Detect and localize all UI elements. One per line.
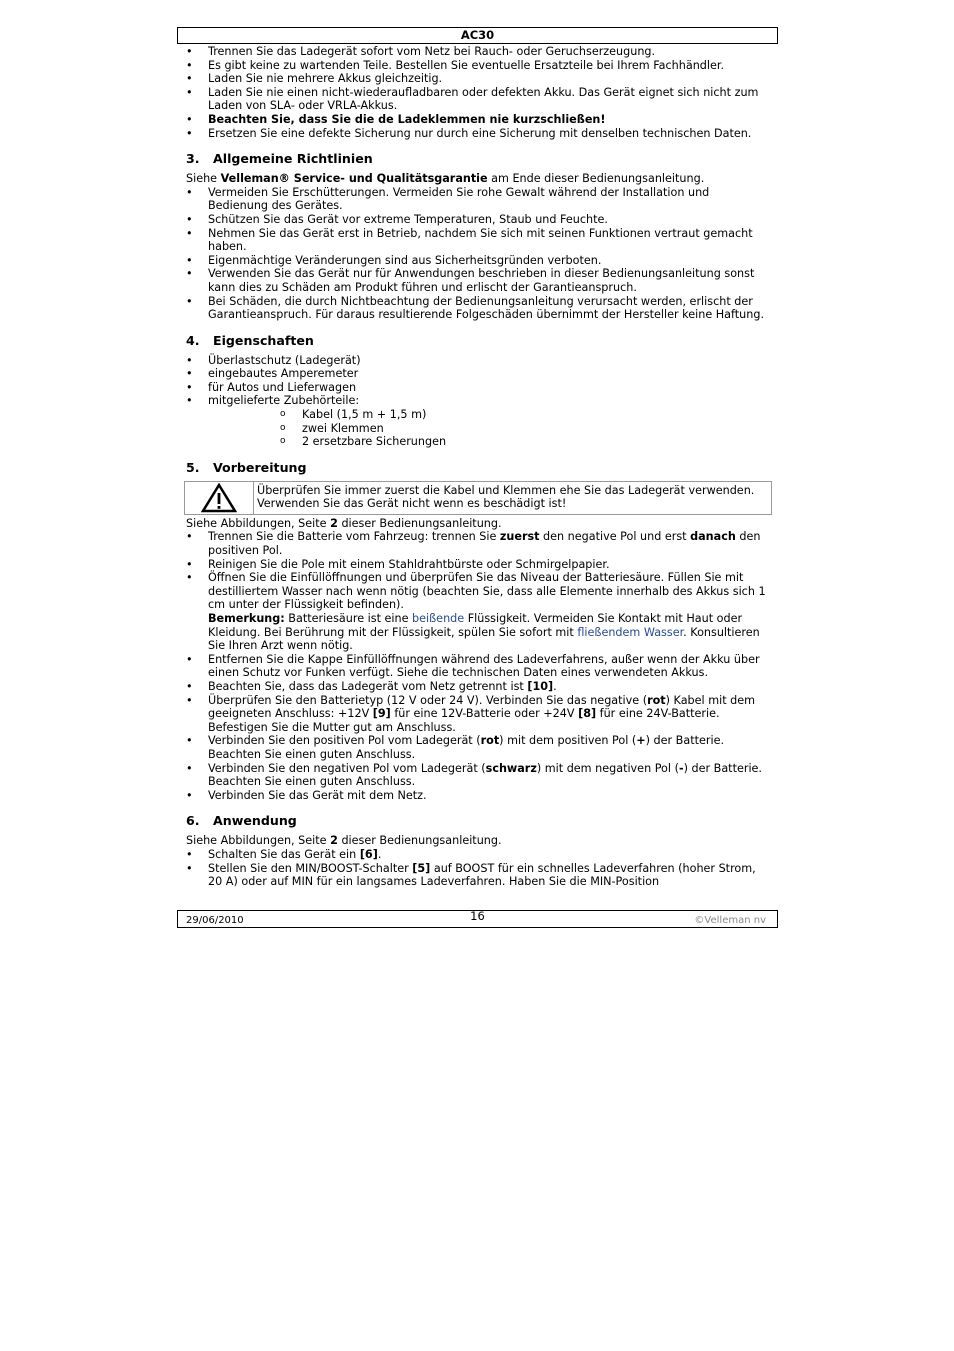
list-item: • Eigenmächtige Veränderungen sind aus Sicherheitsgründen verboten. [186, 254, 770, 268]
preparation-list [186, 530, 770, 802]
list-item: • Beachten Sie, dass das Ladegerät vom Netz getrennt ist [10]. [186, 680, 770, 694]
section-intro: Siehe Abbildungen, Seite 2 dieser Bedienungsanleitung. [186, 516, 502, 530]
list-item: • Es gibt keine zu wartenden Teile. Bestellen Sie eventuelle Ersatzteile bei Ihrem Fachhändler. [186, 59, 770, 73]
list-item: • Ersetzen Sie eine defekte Sicherung nur durch eine Sicherung mit denselben technischen Daten. [186, 127, 770, 141]
list-item: • Beachten Sie, dass Sie die de Ladeklemmen nie kurzschließen! [186, 113, 770, 127]
list-item: • mitgelieferte Zubehörteile: [186, 394, 770, 408]
list-item: • Verwenden Sie das Gerät nur für Anwendungen beschrieben in dieser Bedienungsanleitung sonst kann dies zu Schäden am Produkt führen und erlischt der Garantieanspruch. [186, 267, 770, 294]
section-intro: Siehe Abbildungen, Seite 2 dieser Bedienungsanleitung. [186, 834, 502, 848]
footer-copyright: ©Velleman nv [694, 915, 766, 926]
list-item: • Reinigen Sie die Pole mit einem Stahldrahtbürste oder Schmirgelpapier. [186, 558, 770, 572]
page-number: 16 [470, 909, 485, 923]
usage-list [186, 848, 770, 889]
list-item: • Überprüfen Sie den Batterietyp (12 V oder 24 V). Verbinden Sie das negative (rot) Kabel mit dem geeigneten Anschluss: +12V [9] für eine 12V-Batterie oder +24V [8] für eine 24V-Batterie. Befestigen Sie die Mutter gut am Anschluss. [186, 694, 770, 735]
features-list [186, 354, 770, 408]
warning-triangle-icon [185, 482, 254, 514]
list-item: • Laden Sie nie mehrere Akkus gleichzeitig. [186, 72, 770, 86]
list-item: • Trennen Sie das Ladegerät sofort vom Netz bei Rauch- oder Geruchserzeugung. [186, 45, 770, 59]
list-item: • Überlastschutz (Ladegerät) [186, 354, 770, 368]
page-footer [177, 910, 778, 928]
list-item: • für Autos und Lieferwagen [186, 381, 770, 395]
page-header [177, 27, 778, 44]
list-item: • Verbinden Sie den positiven Pol vom Ladegerät (rot) mit dem positiven Pol (+) der Batterie. Beachten Sie einen guten Anschluss. [186, 734, 770, 761]
warning-text: Überprüfen Sie immer zuerst die Kabel und Klemmen ehe Sie das Ladegerät verwenden. Verwenden Sie das Gerät nicht wenn es beschädigt ist! [257, 483, 755, 511]
list-item: o Kabel (1,5 m + 1,5 m) [280, 408, 770, 422]
list-item: • Verbinden Sie das Gerät mit dem Netz. [186, 789, 770, 803]
list-item: o zwei Klemmen [280, 422, 770, 436]
list-item: • Vermeiden Sie Erschütterungen. Vermeiden Sie rohe Gewalt während der Installation und Bedienung des Gerätes. [186, 186, 770, 213]
section-heading-4: 4. Eigenschaften [186, 332, 314, 348]
list-item: • Trennen Sie die Batterie vom Fahrzeug: trennen Sie zuerst den negative Pol und erst danach den positiven Pol. [186, 530, 770, 557]
list-item: • Stellen Sie den MIN/BOOST-Schalter [5] auf BOOST für ein schnelles Ladeverfahren (hoher Strom, 20 A) oder auf MIN für ein langsames Ladeverfahren. Haben Sie die MIN-Position [186, 862, 770, 889]
list-item: • Laden Sie nie einen nicht-wiederaufladbaren oder defekten Akku. Das Gerät eignet sich nicht zum Laden von SLA- oder VRLA-Akkus. [186, 86, 770, 113]
list-item: • Schützen Sie das Gerät vor extreme Temperaturen, Staub und Feuchte. [186, 213, 770, 227]
footer-date: 29/06/2010 [186, 915, 244, 926]
list-item: • Nehmen Sie das Gerät erst in Betrieb, nachdem Sie sich mit seinen Funktionen vertraut gemacht haben. [186, 227, 770, 254]
list-item: • eingebautes Amperemeter [186, 367, 770, 381]
list-item: • Entfernen Sie die Kappe Einfüllöffnungen während des Ladeverfahrens, außer wenn der Akku über einen Schutz vor Funken verfügt. Siehe die technischen Daten eines verwendeten Akkus. [186, 653, 770, 680]
accessories-list [186, 408, 770, 449]
section-intro: Siehe Velleman® Service- und Qualitätsgarantie am Ende dieser Bedienungsanleitung. [186, 172, 705, 186]
guidelines-list [186, 186, 770, 322]
section-heading-6: 6. Anwendung [186, 813, 297, 829]
list-item: • Öffnen Sie die Einfüllöffnungen und überprüfen Sie das Niveau der Batteriesäure. Füllen Sie mit destilliertem Wasser nach wenn nötig (beachten Sie, dass alle Elemente innerhalb des Akkus sich 1 cm unter der Flüssigkeit befinden). Bemerkung: Batteriesäure ist eine beißende Flüssigkeit. Vermeiden Sie Kontakt mit Haut oder Kleidung. Bei Berührung mit der Flüssigkeit, spülen Sie sofort mit fließendem Wasser. Konsultieren Sie Ihren Arzt wenn nötig. [186, 571, 770, 653]
model-title: AC30 [460, 28, 495, 42]
list-item: o 2 ersetzbare Sicherungen [280, 435, 770, 449]
section-heading-3: 3. Allgemeine Richtlinien [186, 151, 373, 167]
list-item: • Bei Schäden, die durch Nichtbeachtung der Bedienungsanleitung verursacht werden, erlischt der Garantieanspruch. Für daraus resultierende Folgeschäden übernimmt der Hersteller keine Haftung. [186, 295, 770, 322]
document-body [186, 45, 770, 889]
safety-list [186, 45, 770, 140]
section-heading-5: 5. Vorbereitung [186, 459, 307, 475]
warning-box [184, 481, 772, 515]
list-item: • Schalten Sie das Gerät ein [6]. [186, 848, 770, 862]
list-item: • Verbinden Sie den negativen Pol vom Ladegerät (schwarz) mit dem negativen Pol (-) der Batterie. Beachten Sie einen guten Anschluss. [186, 762, 770, 789]
